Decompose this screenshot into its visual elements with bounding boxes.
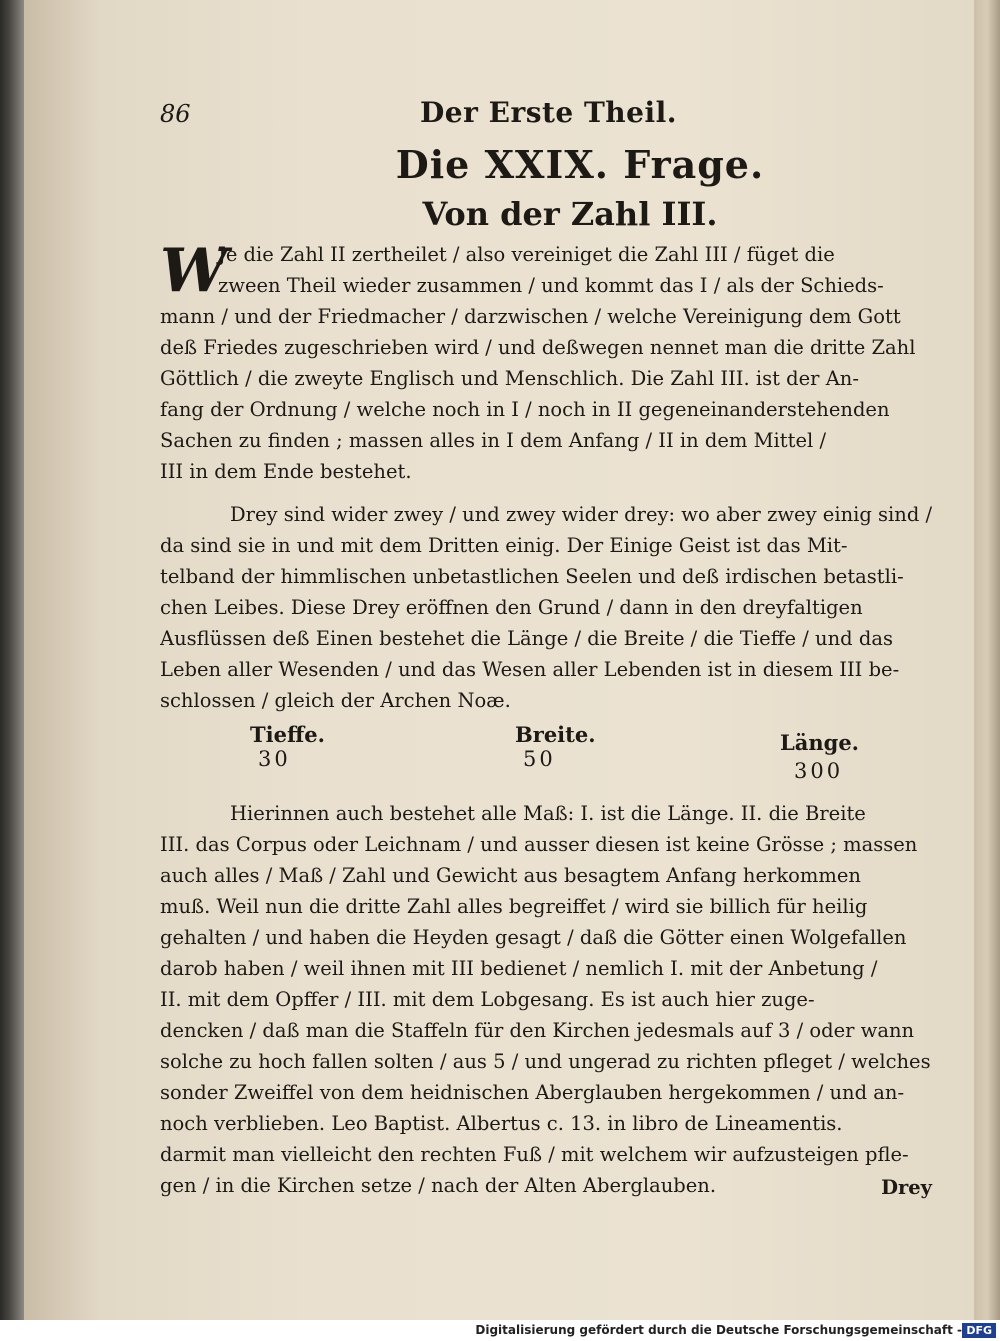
text-line: Sachen zu finden ; massen alles in I dem Anfang / II in dem Mittel / bbox=[160, 429, 827, 452]
page-header bbox=[160, 96, 940, 140]
page-text-block bbox=[160, 96, 940, 1201]
drop-cap: W bbox=[160, 236, 228, 306]
catchword: Drey bbox=[881, 1176, 932, 1199]
text-line: Göttlich / die zweyte Englisch und Menschlich. Die Zahl III. ist der An- bbox=[160, 367, 859, 390]
text-line: III in dem Ende bestehet. bbox=[160, 460, 412, 483]
digitization-footer bbox=[0, 1320, 1000, 1341]
dimension-label: Länge. bbox=[780, 730, 859, 755]
text-line: gehalten / und haben die Heyden gesagt / daß die Götter einen Wolgefallen bbox=[160, 926, 907, 949]
text-line: solche zu hoch fallen solten / aus 5 / und ungerad zu richten pfleget / welches bbox=[160, 1050, 931, 1073]
text-line: zween Theil wieder zusammen / und kommt das I / als der Schieds- bbox=[218, 274, 884, 297]
dimension-length bbox=[780, 730, 859, 783]
dimension-value: 300 bbox=[794, 759, 844, 783]
paragraph-3 bbox=[160, 798, 940, 1201]
text-line: fang der Ordnung / welche noch in I / noch in II gegeneinanderstehenden bbox=[160, 398, 890, 421]
book-page-edge bbox=[974, 0, 1000, 1320]
paragraph-1 bbox=[160, 236, 940, 487]
dfg-logo: DFG bbox=[962, 1323, 996, 1338]
funding-credit: Digitalisierung gefördert durch die Deutsche Forschungsgemeinschaft - bbox=[475, 1323, 962, 1337]
text-line: Leben aller Wesenden / und das Wesen aller Lebenden ist in diesem III be- bbox=[160, 658, 900, 681]
dimension-depth bbox=[250, 722, 325, 771]
chapter-title: Die XXIX. Frage. bbox=[395, 142, 765, 187]
running-head: Der Erste Theil. bbox=[420, 96, 677, 129]
dimension-value: 50 bbox=[523, 747, 556, 771]
text-line: III. das Corpus oder Leichnam / und ausser diesen ist keine Grösse ; massen bbox=[160, 833, 918, 856]
text-line: mann / und der Friedmacher / darzwischen / welche Vereinigung dem Gott bbox=[160, 305, 901, 328]
text-line: dencken / daß man die Staffeln für den Kirchen jedesmals auf 3 / oder wann bbox=[160, 1019, 915, 1042]
text-line: auch alles / Maß / Zahl und Gewicht aus besagtem Anfang herkommen bbox=[160, 864, 861, 887]
text-line: Je die Zahl II zertheilet / also vereiniget die Zahl III / füget die bbox=[218, 243, 835, 266]
text-line: da sind sie in und mit dem Dritten einig. Der Einige Geist ist das Mit- bbox=[160, 534, 848, 557]
text-line: Drey sind wider zwey / und zwey wider drey: wo aber zwey einig sind / bbox=[230, 503, 933, 526]
text-line: Ausflüssen deß Einen bestehet die Länge / die Breite / die Tieffe / und das bbox=[160, 627, 893, 650]
text-line: noch verblieben. Leo Baptist. Albertus c. 13. in libro de Lineamentis. bbox=[160, 1112, 843, 1135]
paragraph-2 bbox=[160, 499, 940, 716]
dimension-width bbox=[515, 722, 596, 771]
text-line: Hierinnen auch bestehet alle Maß: I. ist die Länge. II. die Breite bbox=[230, 802, 866, 825]
text-line: sonder Zweiffel von dem heidnischen Aberglauben hergekommen / und an- bbox=[160, 1081, 905, 1104]
text-line: II. mit dem Opffer / III. mit dem Lobgesang. Es ist auch hier zuge- bbox=[160, 988, 815, 1011]
dimension-value: 30 bbox=[258, 747, 291, 771]
text-line: telband der himmlischen unbetastlichen Seelen und deß irdischen betastli- bbox=[160, 565, 904, 588]
book-cover-edge bbox=[0, 0, 24, 1320]
page-number: 86 bbox=[160, 100, 191, 128]
chapter-subtitle: Von der Zahl III. bbox=[422, 195, 718, 233]
text-line: chen Leibes. Diese Drey eröffnen den Grund / dann in den dreyfaltigen bbox=[160, 596, 863, 619]
dimension-label: Breite. bbox=[515, 722, 596, 747]
text-line: darob haben / weil ihnen mit III bedienet / nemlich I. mit der Anbetung / bbox=[160, 957, 878, 980]
text-line: darmit man vielleicht den rechten Fuß / mit welchem wir aufzusteigen pfle- bbox=[160, 1143, 909, 1166]
text-line: schlossen / gleich der Archen Noæ. bbox=[160, 689, 511, 712]
dimension-label: Tieffe. bbox=[250, 722, 325, 747]
text-line: deß Friedes zugeschrieben wird / und deßwegen nennet man die dritte Zahl bbox=[160, 336, 916, 359]
text-line: gen / in die Kirchen setze / nach der Alten Aberglauben. bbox=[160, 1174, 717, 1197]
text-line: muß. Weil nun die dritte Zahl alles begreiffet / wird sie billich für heilig bbox=[160, 895, 868, 918]
ark-dimensions bbox=[160, 722, 940, 806]
